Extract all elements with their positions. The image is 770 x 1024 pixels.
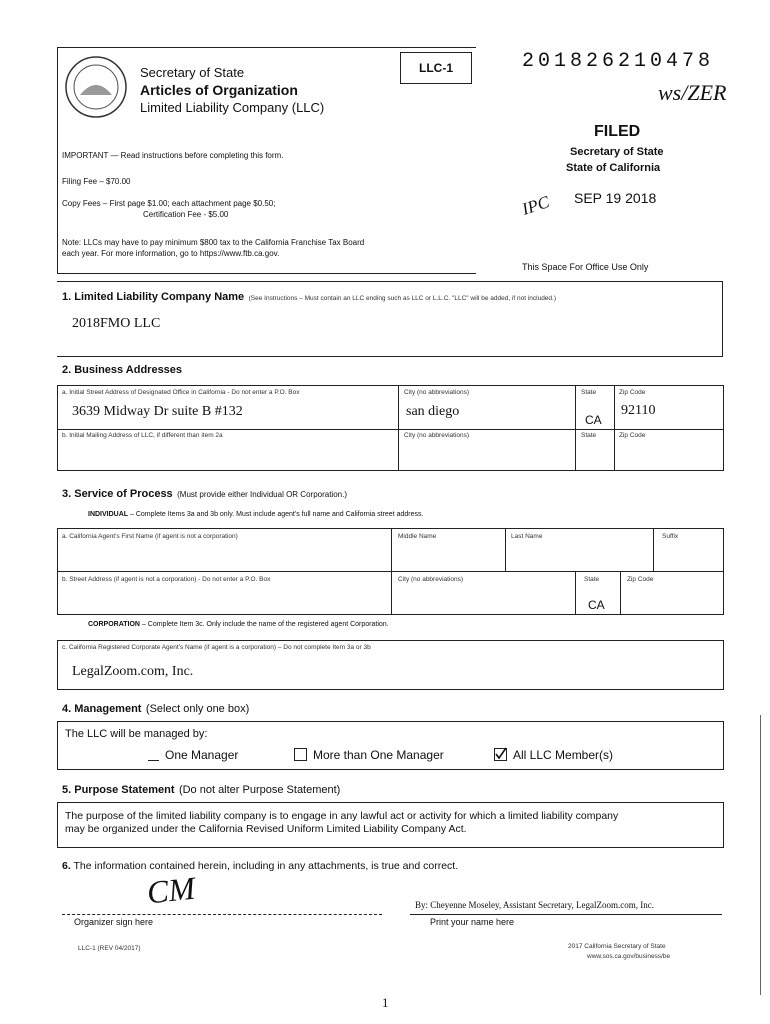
signature-line	[62, 914, 382, 915]
street-address: 3639 Midway Dr suite B #132	[72, 404, 243, 419]
option-all-llc-members[interactable]	[494, 748, 613, 762]
tax-note-1: Note: LLCs may have to pay minimum $800 tax to the California Franchise Tax Board	[62, 238, 365, 247]
addresses-col-1	[398, 385, 399, 470]
form-revision: LLC-1 (REV 04/2017)	[78, 945, 141, 952]
managed-by-label: The LLC will be managed by:	[65, 728, 208, 740]
corporation-instructions	[88, 621, 389, 628]
state-value: CA	[585, 413, 602, 427]
page-number: 1	[382, 995, 389, 1010]
print-name-label: Print your name here	[430, 917, 515, 927]
section-6-text	[62, 860, 458, 872]
filed-secretary: Secretary of State	[570, 146, 664, 158]
right-margin-line	[760, 715, 761, 995]
section-4-note: (Select only one box)	[145, 703, 250, 715]
tax-note-2: each year. For more information, go to https://www.ftb.ca.gov.	[62, 249, 280, 258]
filed-date: SEP 19 2018	[574, 190, 657, 206]
state-seal	[64, 55, 128, 124]
sign-here-label: Organizer sign here	[74, 917, 154, 927]
corporation-heading: CORPORATION	[88, 621, 140, 628]
agent-col-3	[653, 528, 654, 572]
all-members-label: All LLC Member(s)	[513, 748, 614, 762]
addresses-col-3	[614, 385, 615, 470]
individual-text: – Complete Items 3a and 3b only. Must include agent's full name and California street address.	[130, 511, 424, 518]
label-2b: b. Initial Mailing Address of LLC, if different than item 2a	[62, 432, 223, 439]
section-3-title: 3. Service of Process	[62, 488, 173, 500]
filed-label: FILED	[594, 123, 641, 140]
agent-state-value: CA	[588, 598, 605, 612]
label-zip-a: Zip Code	[619, 389, 646, 396]
option-more-than-one-manager[interactable]	[294, 748, 444, 762]
section-3-note: (Must provide either Individual OR Corporation.)	[177, 490, 347, 499]
label-2a: a. Initial Street Address of Designated Office in California - Do not enter a P.O. Box	[62, 389, 300, 396]
label-city-b: City (no abbreviations)	[404, 432, 470, 439]
label-state-a: State	[581, 389, 597, 396]
label-state-3b: State	[584, 576, 600, 583]
section-5-note: (Do not alter Purpose Statement)	[178, 784, 341, 796]
label-3c: c. California Registered Corporate Agent's Name (if agent is a corporation) – Do not complete Item 3a or 3b	[62, 644, 371, 651]
purpose-line-1: The purpose of the limited liability company is to engage in any lawful act or activity for which a limited liability company	[65, 810, 619, 822]
label-zip-b: Zip Code	[619, 432, 646, 439]
addresses-col-2	[575, 385, 576, 470]
section-3-heading	[62, 484, 347, 502]
section-5-heading	[62, 780, 340, 798]
filing-fee: Filing Fee – $70.00	[62, 177, 131, 186]
document-number: 201826210478	[522, 50, 715, 73]
corporate-agent-name: LegalZoom.com, Inc.	[72, 664, 194, 679]
label-zip-3b: Zip Code	[627, 576, 654, 583]
filer-initials: IPC	[519, 192, 552, 219]
all-members-checkbox[interactable]	[494, 748, 507, 761]
header-title: Secretary of State	[140, 65, 245, 80]
header-subtitle: Articles of Organization	[140, 82, 298, 98]
label-3a: a. California Agent's First Name (if agent is not a corporation)	[62, 533, 238, 540]
filed-state: State of California	[566, 162, 661, 174]
city-value: san diego	[406, 404, 460, 419]
more-than-one-checkbox[interactable]	[294, 748, 307, 761]
individual-instructions	[88, 511, 423, 518]
section-4-title: 4. Management	[62, 703, 142, 715]
purpose-line-2: may be organized under the California Revised Uniform Limited Liability Company Act.	[65, 823, 467, 835]
label-city-3b: City (no abbreviations)	[398, 576, 464, 583]
agent-col-1	[391, 528, 392, 614]
option-one-manager[interactable]	[148, 748, 238, 762]
checkmark-icon	[494, 747, 507, 760]
important-note: IMPORTANT — Read instructions before completing this form.	[62, 151, 284, 160]
section-4-heading	[62, 699, 249, 717]
label-3b: b. Street Address (if agent is not a corporation) - Do not enter a P.O. Box	[62, 576, 271, 583]
section-5-title: 5. Purpose Statement	[62, 784, 175, 796]
section-6-number: 6.	[62, 860, 71, 872]
addresses-table	[57, 385, 724, 471]
addresses-row-divider	[57, 429, 723, 430]
initials-stamp: ws/ZER	[658, 80, 727, 105]
corporation-text: – Complete Item 3c. Only include the name of the registered agent Corporation.	[141, 621, 389, 628]
header-entity-type: Limited Liability Company (LLC)	[140, 100, 325, 115]
section-1-title: 1. Limited Liability Company Name	[62, 291, 245, 303]
footer-copyright: 2017 California Secretary of State	[568, 943, 666, 950]
section-1-heading	[62, 287, 556, 305]
form-code: LLC-1	[400, 52, 472, 84]
zip-value: 92110	[621, 403, 656, 418]
label-city-a: City (no abbreviations)	[404, 389, 470, 396]
label-state-b: State	[581, 432, 597, 439]
agent-col-5	[620, 572, 621, 614]
printed-name: By: Cheyenne Moseley, Assistant Secretary, LegalZoom.com, Inc.	[415, 900, 655, 910]
one-manager-label: One Manager	[165, 748, 239, 762]
llc-name: 2018FMO LLC	[72, 316, 161, 331]
agent-col-4	[575, 572, 576, 614]
organizer-signature: CM	[145, 869, 197, 911]
office-use: This Space For Office Use Only	[522, 262, 649, 272]
printed-name-line	[410, 914, 722, 915]
more-than-one-label: More than One Manager	[313, 748, 444, 762]
label-last: Last Name	[511, 533, 543, 540]
section-6-statement: The information contained herein, including in any attachments, is true and correct.	[73, 860, 459, 872]
copy-fees: Copy Fees – First page $1.00; each attachment page $0.50;	[62, 199, 276, 208]
section-2-title: 2. Business Addresses	[62, 364, 183, 376]
individual-heading: INDIVIDUAL	[88, 511, 129, 518]
label-middle: Middle Name	[398, 533, 437, 540]
agent-row-divider	[57, 571, 723, 572]
footer-url: www.sos.ca.gov/business/be	[587, 953, 671, 960]
one-manager-checkbox[interactable]	[148, 749, 159, 761]
section-1-note: (See Instructions – Must contain an LLC ending such as LLC or L.L.C. "LLC" will be added, if not included.)	[248, 295, 557, 302]
certification-fee: Certification Fee - $5.00	[143, 210, 229, 219]
agent-col-2	[505, 528, 506, 572]
label-suffix: Suffix	[662, 533, 679, 540]
